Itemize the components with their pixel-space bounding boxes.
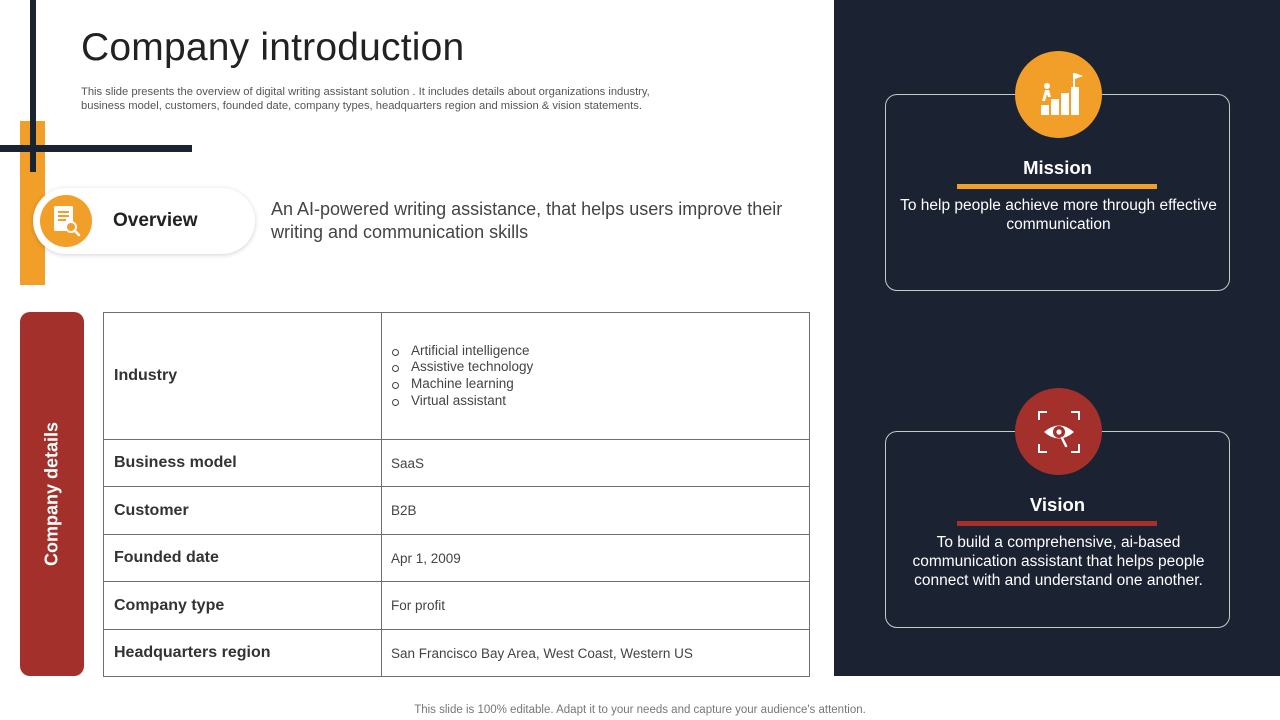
mission-vision-panel	[834, 0, 1280, 676]
row-value	[382, 313, 810, 440]
row-value: Apr 1, 2009	[382, 535, 810, 582]
overview-pill	[33, 188, 255, 254]
list-item: Artificial intelligence	[391, 343, 809, 360]
row-key: Company type	[104, 582, 382, 630]
list-item: Assistive technology	[391, 359, 809, 376]
list-item: Virtual assistant	[391, 393, 809, 410]
row-key: Customer	[104, 487, 382, 535]
company-details-label: Company details	[41, 421, 62, 567]
document-search-icon	[40, 195, 92, 247]
vision-underline	[957, 521, 1157, 526]
mission-title: Mission	[1023, 157, 1092, 178]
overview-label: Overview	[113, 210, 198, 231]
overview-text: An AI-powered writing assistance, that helps users improve their writing and communication skills	[271, 199, 783, 242]
row-key: Headquarters region	[104, 630, 382, 677]
vision-card	[885, 431, 1230, 628]
row-key: Business model	[104, 440, 382, 487]
mission-text: To help people achieve more through effective communication	[900, 197, 1217, 233]
table-row	[104, 582, 810, 630]
company-details-table	[103, 312, 810, 677]
mission-card	[885, 94, 1230, 291]
decorative-horizontal-line	[0, 145, 192, 152]
growth-stairs-flag-icon	[1015, 51, 1102, 138]
footer-note: This slide is 100% editable. Adapt it to your needs and capture your audience's attention.	[414, 704, 866, 716]
table-row	[104, 487, 810, 535]
row-value: For profit	[382, 582, 810, 630]
row-value: San Francisco Bay Area, West Coast, Western US	[382, 630, 810, 677]
page-title: Company introduction	[81, 26, 465, 69]
industry-list	[391, 343, 809, 410]
mission-underline	[957, 184, 1157, 189]
row-value: SaaS	[382, 440, 810, 487]
row-key: Industry	[104, 313, 382, 440]
row-key: Founded date	[104, 535, 382, 582]
table-row	[104, 313, 810, 440]
vision-title: Vision	[1029, 494, 1086, 515]
eye-focus-icon	[1015, 388, 1102, 475]
page-subtitle: This slide presents the overview of digital writing assistant solution . It includes details about organizations industry, business model, customers, founded date, company types, headquarters region and mission & vision statements.	[81, 86, 650, 112]
table-row	[104, 535, 810, 582]
row-value: B2B	[382, 487, 810, 535]
table-row	[104, 440, 810, 487]
table-row	[104, 630, 810, 677]
vision-text: To build a comprehensive, ai-based communication assistant that helps people connect with and understand one another.	[912, 534, 1205, 589]
list-item: Machine learning	[391, 376, 809, 393]
